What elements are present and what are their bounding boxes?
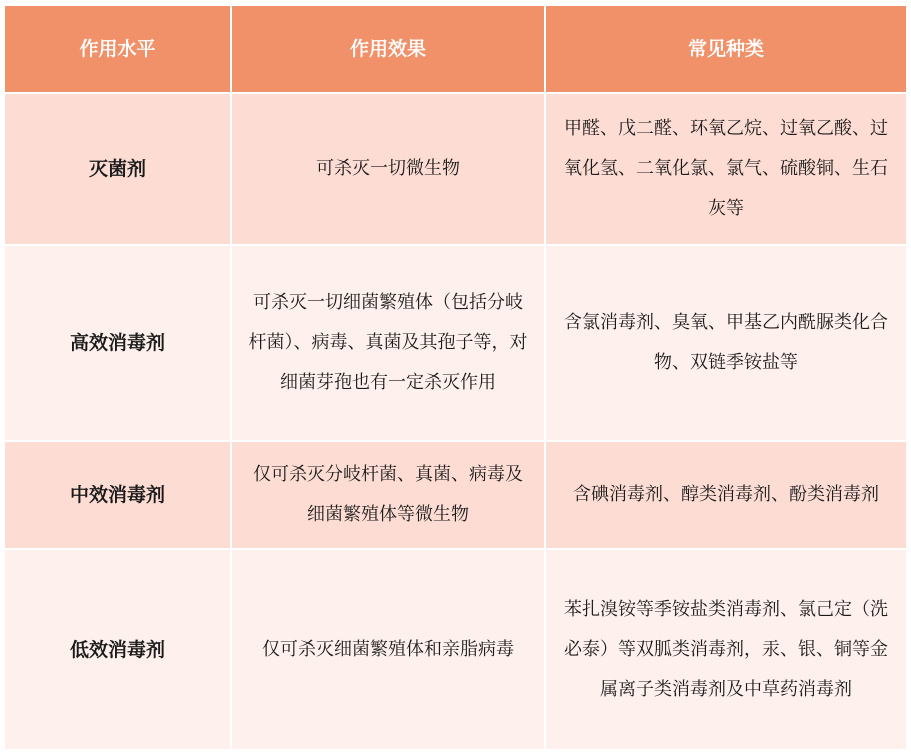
cell-level: 高效消毒剂 — [4, 245, 231, 441]
cell-types: 苯扎溴铵等季铵盐类消毒剂、氯己定（洗必泰）等双胍类消毒剂，汞、银、铜等金属离子类消毒剂及中草药消毒剂 — [545, 549, 907, 750]
table-row — [4, 245, 907, 441]
cell-effect: 可杀灭一切微生物 — [231, 93, 545, 245]
disinfectant-table — [3, 4, 908, 751]
cell-level: 中效消毒剂 — [4, 441, 231, 549]
cell-effect: 仅可杀灭细菌繁殖体和亲脂病毒 — [231, 549, 545, 750]
table-row — [4, 549, 907, 750]
table-row — [4, 441, 907, 549]
cell-types: 含氯消毒剂、臭氧、甲基乙内酰脲类化合物、双链季铵盐等 — [545, 245, 907, 441]
cell-level: 灭菌剂 — [4, 93, 231, 245]
header-level: 作用水平 — [4, 5, 231, 93]
header-types: 常见种类 — [545, 5, 907, 93]
header-effect: 作用效果 — [231, 5, 545, 93]
cell-level: 低效消毒剂 — [4, 549, 231, 750]
table-row — [4, 93, 907, 245]
header-row — [4, 5, 907, 93]
cell-types: 含碘消毒剂、醇类消毒剂、酚类消毒剂 — [545, 441, 907, 549]
cell-effect: 可杀灭一切细菌繁殖体（包括分岐杆菌）、病毒、真菌及其孢子等，对细菌芽孢也有一定杀灭作用 — [231, 245, 545, 441]
cell-types: 甲醛、戊二醛、环氧乙烷、过氧乙酸、过氧化氢、二氧化氯、氯气、硫酸铜、生石灰等 — [545, 93, 907, 245]
cell-effect: 仅可杀灭分岐杆菌、真菌、病毒及细菌繁殖体等微生物 — [231, 441, 545, 549]
